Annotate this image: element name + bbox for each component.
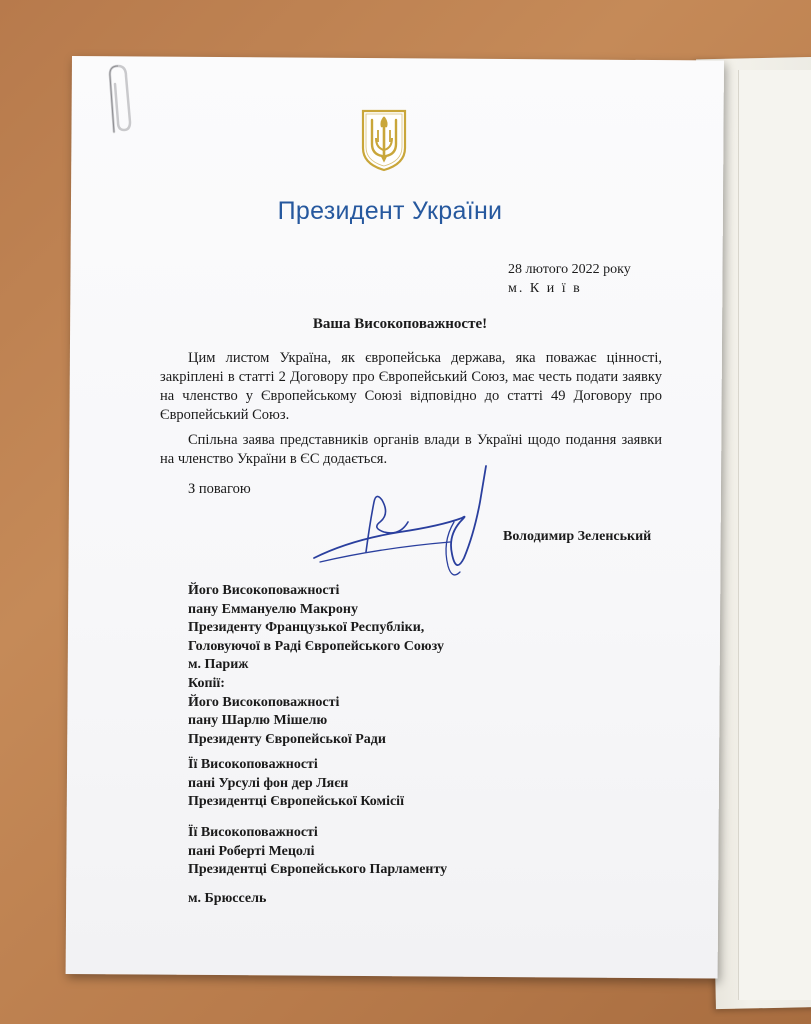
copy-recipient-2 — [188, 756, 404, 812]
copy-line: пані Урсулі фон дер Ляєн — [188, 775, 349, 791]
recipient-line: Його Високоповажності — [188, 583, 340, 598]
copy-line: пану Шарлю Мішелю — [188, 713, 328, 728]
copy-line: Її Високоповажності — [188, 825, 318, 840]
paperclip-icon — [104, 62, 138, 136]
handwritten-signature — [310, 462, 490, 586]
copy-line: пані Роберті Мецолі — [188, 843, 315, 859]
signer-name: Володимир Зеленський — [503, 529, 652, 544]
copy-line: Її Високоповажності — [188, 757, 318, 772]
body-paragraph-1: Цим листом Україна, як європейська держава, яка поважає цінності, закріплені в статті 2 Договору про Європейський Союз, має честь подати заявку на членство у Європейському Союзі відповідно до статті 49 Договору про Європейський Союз. — [160, 350, 662, 423]
copy-recipient-1 — [188, 675, 386, 749]
copies-heading: Копії: — [188, 676, 225, 691]
closing: З повагою — [188, 481, 251, 497]
copies-city: м. Брюссель — [188, 891, 267, 906]
copy-line: Президентці Європейського Парламенту — [188, 862, 448, 877]
letter-city: м. К и ї в — [508, 281, 582, 296]
copy-line: Президенту Європейської Ради — [188, 731, 386, 747]
recipient-line: пану Еммануелю Макрону — [188, 601, 358, 617]
copy-recipient-3 — [188, 824, 447, 880]
recipient-line: Президенту Французької Республіки, — [188, 620, 425, 635]
recipient-city: м. Париж — [188, 657, 249, 672]
recipient-block — [188, 582, 444, 675]
body-paragraph-2: Спільна заява представників органів влади в Україні щодо подання заявки на членство України в ЄС додається. — [160, 432, 662, 467]
salutation: Ваша Високоповажносте! — [312, 316, 488, 332]
letter-date: 28 лютого 2022 року — [508, 262, 631, 277]
recipient-line: Головуючої в Раді Європейського Союзу — [188, 638, 444, 654]
trident-coat-of-arms-icon — [360, 108, 408, 172]
letterhead-title: Президент України — [277, 197, 503, 225]
copy-line: Його Високоповажності — [188, 694, 340, 710]
copy-line: Президентці Європейської Комісії — [188, 794, 404, 809]
